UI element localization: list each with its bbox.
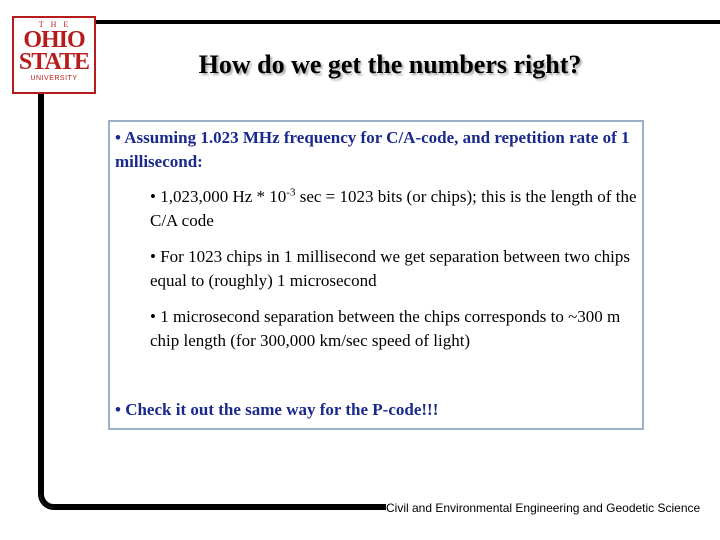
footer-department: Civil and Environmental Engineering and Geodetic Science <box>386 498 720 518</box>
logo-the-text: THE <box>38 20 76 29</box>
logo-state-text: STATE <box>18 49 90 75</box>
sub-bullet-chip-count-pre: • 1,023,000 Hz * 10 <box>150 187 287 206</box>
slide-title: How do we get the numbers right? <box>198 50 582 79</box>
university-logo <box>12 16 96 94</box>
exponent: -3 <box>286 186 296 199</box>
sub-bullet-chip-length: • 1 microsecond separation between the chips corresponds to ~300 m chip length (for 300,000 km/sec speed of light) <box>150 307 621 350</box>
logo-ohio-text: OHIO <box>23 27 85 53</box>
sub-bullet-chip-count-post: sec = 1023 bits (or chips); this is the length of the C/A code <box>150 187 637 230</box>
sub-bullet-chip-count <box>150 185 638 233</box>
main-bullet: • Assuming 1.023 MHz frequency for C/A-code, and repetition rate of 1 millisecond: <box>115 128 630 171</box>
sub-bullet-chip-separation: • For 1023 chips in 1 millisecond we get separation between two chips equal to (roughly) 1 microsecond <box>150 247 630 290</box>
logo-university-text: UNIVERSITY <box>30 75 78 82</box>
closing-bullet: • Check it out the same way for the P-code!!! <box>115 400 439 419</box>
